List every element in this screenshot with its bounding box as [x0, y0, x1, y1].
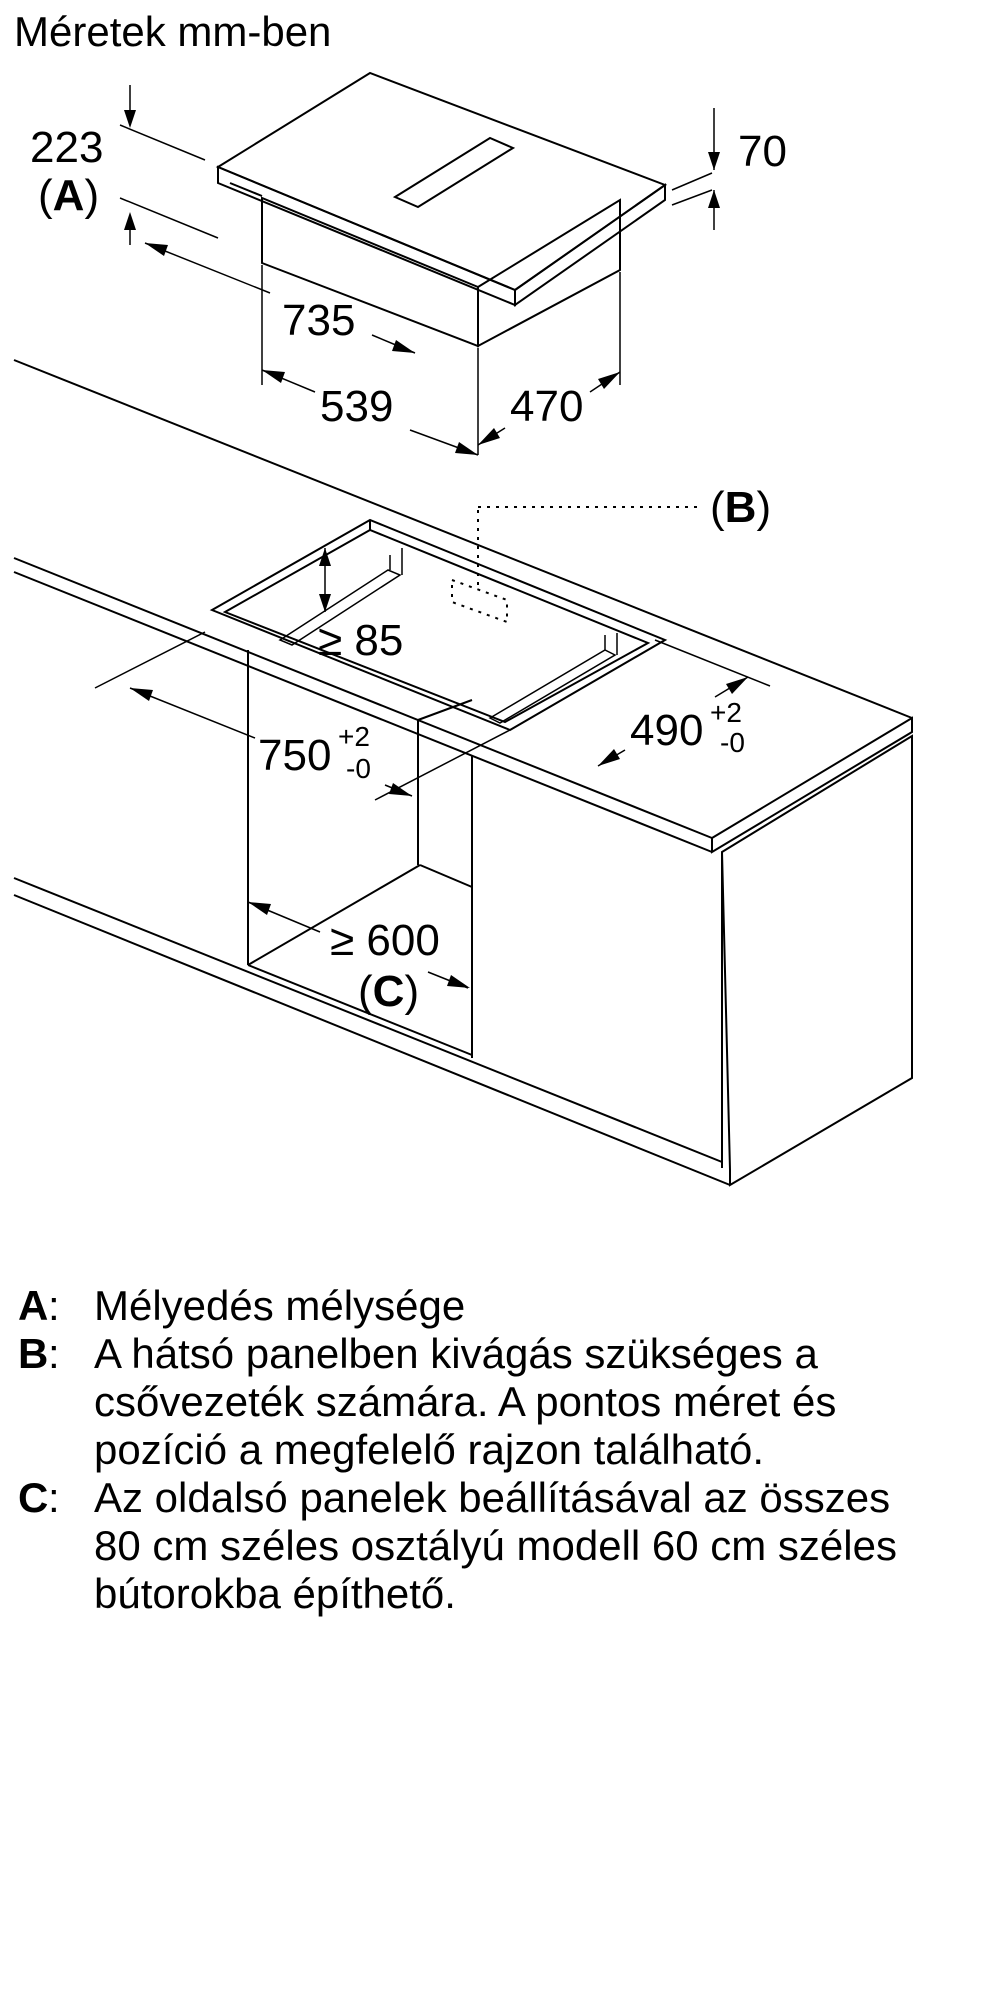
dim-cutout-width-tol-minus: -0 [346, 753, 371, 784]
legend-key: C [18, 1474, 49, 1521]
legend-colon: : [48, 1474, 60, 1521]
dim-hob-depth: 470 [510, 382, 584, 431]
legend-text: Az oldalsó panelek beállításával az összes 80 cm széles osztályú modell 60 cm széles bútorokba építhető. [94, 1474, 897, 1617]
legend-text: A hátsó panelben kivágás szükséges a csővezeték számára. A pontos méret és pozíció a megfelelő rajzon található. [94, 1330, 837, 1473]
dim-hob-width: 735 [282, 296, 356, 345]
legend [18, 1282, 988, 1618]
legend-colon: : [48, 1330, 60, 1377]
dim-cutout-width-tol-plus: +2 [338, 721, 370, 752]
legend-key: A [18, 1282, 49, 1329]
marker-b-label: (B) [710, 483, 772, 532]
marker-a: A [52, 171, 85, 220]
hob-dimensions [120, 85, 720, 455]
legend-text: Mélyedés mélysége [94, 1282, 466, 1329]
dim-cutout-width: 750 [258, 731, 332, 780]
dim-cutout-depth-tol-plus: +2 [710, 697, 742, 728]
dim-hob-height: 223 [30, 123, 104, 172]
legend-item [18, 1330, 988, 1474]
dim-cutout-depth-tol-minus: -0 [720, 727, 745, 758]
marker-c-label: (C) [358, 967, 420, 1016]
cabinet-drawing [14, 360, 912, 1185]
dim-hob-body-width: 539 [320, 382, 394, 431]
legend-colon: : [48, 1282, 60, 1329]
legend-item [18, 1474, 988, 1618]
dim-cabinet-width-min: ≥ 600 [330, 916, 440, 965]
legend-item [18, 1282, 988, 1330]
marker-c: C [372, 967, 405, 1016]
marker-b: B [724, 483, 757, 532]
dim-hob-thickness: 70 [738, 127, 787, 176]
marker-a-label: (A) [38, 171, 100, 220]
dim-cutout-depth-min: ≥ 85 [318, 616, 404, 665]
dim-cutout-depth: 490 [630, 706, 704, 755]
page-title: Méretek mm-ben [14, 8, 332, 55]
legend-key: B [18, 1330, 49, 1377]
